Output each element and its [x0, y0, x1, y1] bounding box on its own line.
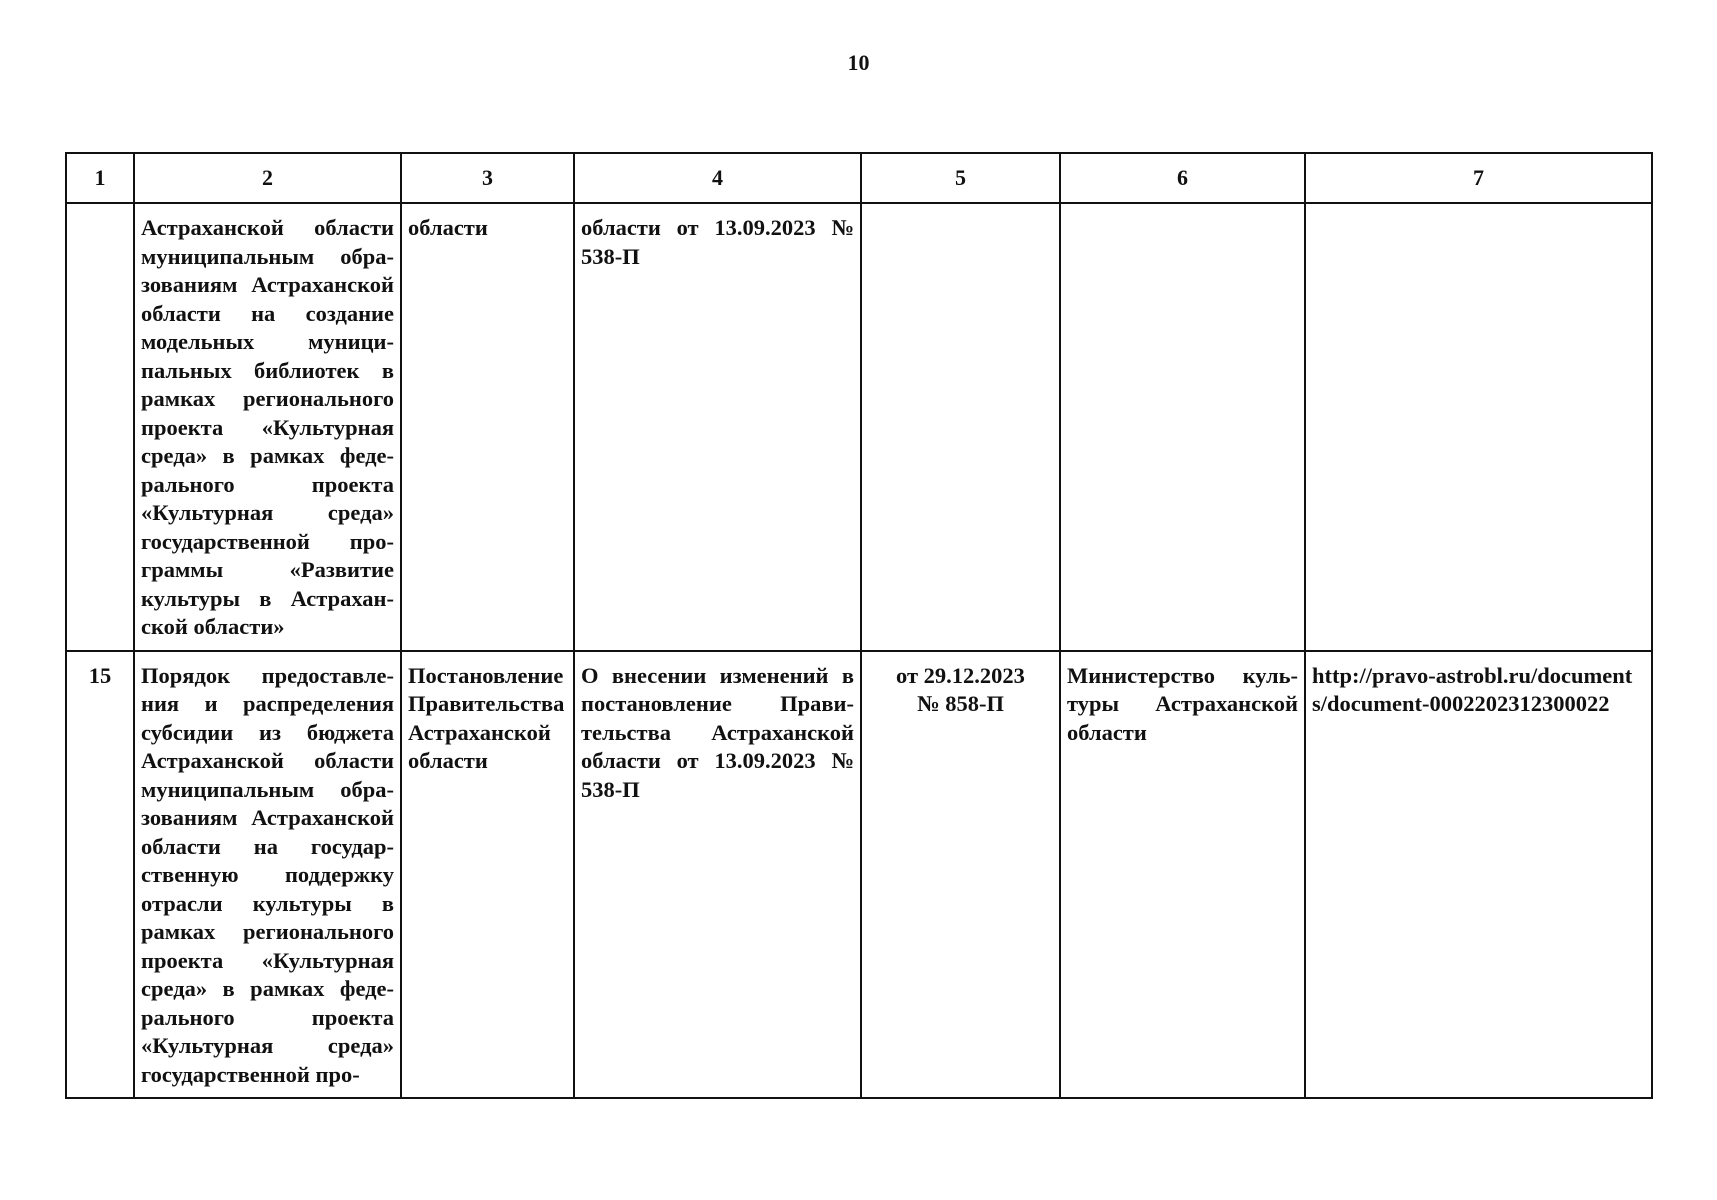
document-name-cell [134, 651, 401, 1099]
authority-cell [1060, 651, 1305, 1099]
authority [1061, 204, 1304, 222]
document-number: № 858-П [917, 691, 1004, 716]
document-title: О внесении изменений в постановление Прави-тельства Астраханской области от 13.09.2023 № 538-П [581, 662, 854, 802]
document-type: области [408, 215, 488, 240]
document-title-cell [574, 203, 861, 651]
header-col-7: 7 [1305, 153, 1652, 203]
header-col-2: 2 [134, 153, 401, 203]
header-col-6: 6 [1060, 153, 1305, 203]
link-cell [1305, 651, 1652, 1099]
authority: Министерство куль-туры Астраханской области [1067, 662, 1298, 745]
header-col-1: 1 [66, 153, 134, 203]
header-col-3: 3 [401, 153, 574, 203]
document-type: Постановление Правительства Астраханской области [408, 662, 565, 773]
row-number: 15 [88, 662, 112, 688]
table-row [66, 203, 1652, 651]
authority-cell [1060, 203, 1305, 651]
row-number-cell [66, 651, 134, 1099]
table-row [66, 651, 1652, 1099]
header-col-4: 4 [574, 153, 861, 203]
row-number [67, 204, 133, 222]
row-number-cell [66, 203, 134, 651]
document-title: области от 13.09.2023 № 538-П [581, 215, 854, 269]
document-table [65, 152, 1653, 1099]
header-col-5: 5 [861, 153, 1060, 203]
document-link[interactable]: http://pravo-astrobl.ru/documents/document-0002202312300022 [1312, 662, 1633, 716]
link-cell [1305, 203, 1652, 651]
date-number-cell [861, 651, 1060, 1099]
page-number: 10 [847, 50, 870, 75]
document-name-cell [134, 203, 401, 651]
document-date: от 29.12.2023 [896, 662, 1025, 688]
document-title-cell [574, 651, 861, 1099]
date-number [862, 652, 1059, 727]
date-number [862, 204, 1059, 222]
header-row [66, 153, 1652, 203]
document-link [1306, 204, 1651, 222]
date-number-cell [861, 203, 1060, 651]
document-type-cell [401, 203, 574, 651]
document-type-cell [401, 651, 574, 1099]
document-name: Астраханской области муниципальным обра-зованиям Астраханской области на создание модельных муници-пальных библиотек в рамках регионального проекта «Культурная среда» в рамках феде-рального проекта «Культурная среда» государственной про-граммы «Развитие культуры в Астрахан-ской области» [141, 215, 394, 639]
document-name: Порядок предоставле-ния и распределения субсидии из бюджета Астраханской области муниципальным обра-зованиям Астраханской области на государ-ственную поддержку отрасли культуры в рамках регионального проекта «Культурная среда» в рамках феде-рального проекта «Культурная среда» государственной про- [141, 662, 394, 1087]
